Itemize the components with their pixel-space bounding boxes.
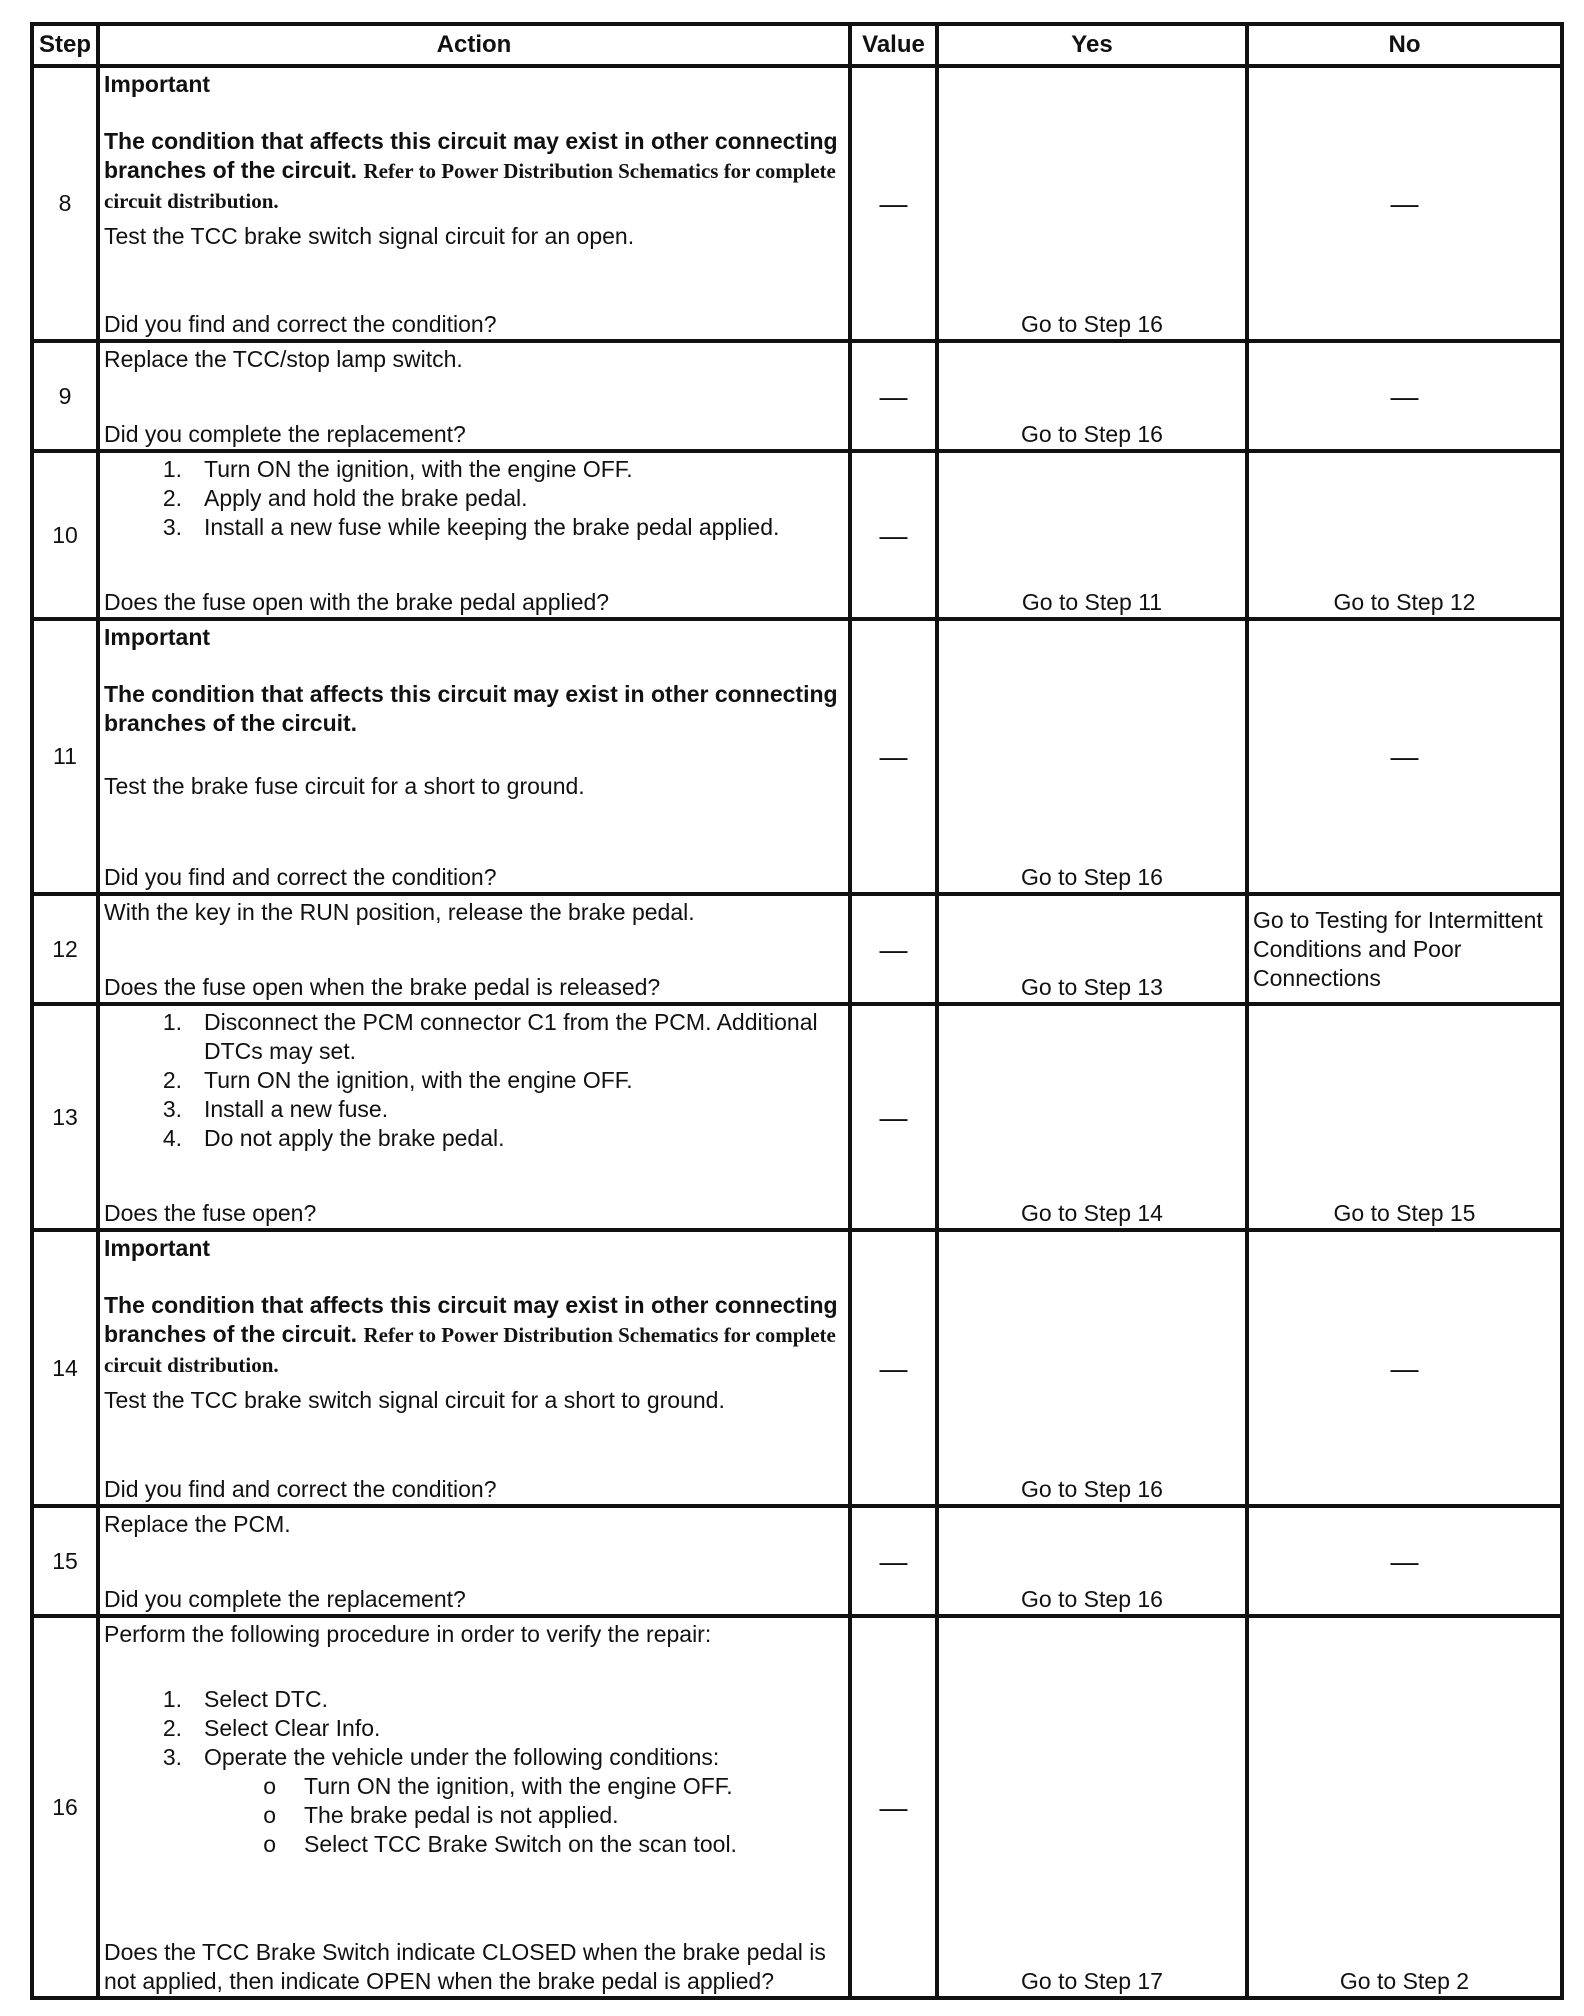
yes-cell: Go to Step 16 bbox=[937, 341, 1247, 451]
step-number: 15 bbox=[32, 1506, 98, 1616]
action-text: Replace the TCC/stop lamp switch. bbox=[104, 346, 463, 372]
header-value: Value bbox=[850, 24, 937, 66]
yes-cell: Go to Step 16 bbox=[937, 1230, 1247, 1506]
no-cell: — bbox=[1247, 1230, 1562, 1506]
list-item: 4. Do not apply the brake pedal. bbox=[162, 1125, 505, 1151]
refer-text: Refer to Power Distribution Schematics for complete circuit distribution. bbox=[104, 1323, 836, 1377]
header-no: No bbox=[1247, 24, 1562, 66]
question-text: Does the TCC Brake Switch indicate CLOSED when the brake pedal is not applied, then indicate OPEN when the brake pedal is applied? bbox=[104, 1939, 826, 1994]
sub-list-item: o Turn ON the ignition, with the engine OFF. bbox=[263, 1773, 733, 1799]
list-item: 1. Disconnect the PCM connector C1 from the PCM. Additional DTCs may set. bbox=[162, 1009, 818, 1064]
value-cell: — bbox=[850, 894, 937, 1004]
yes-cell: Go to Step 11 bbox=[937, 451, 1247, 619]
question-text: Does the fuse open? bbox=[104, 1200, 317, 1226]
yes-cell: Go to Step 17 bbox=[937, 1616, 1247, 1998]
numbered-list bbox=[104, 455, 844, 542]
question-text: Did you complete the replacement? bbox=[104, 421, 466, 447]
sub-list-item: o Select TCC Brake Switch on the scan tool. bbox=[263, 1831, 737, 1857]
important-text: The condition that affects this circuit may exist in other connecting branches of the circuit. bbox=[104, 1292, 838, 1347]
step-number: 11 bbox=[32, 619, 98, 894]
question-text: Did you find and correct the condition? bbox=[104, 864, 497, 890]
action-cell bbox=[98, 341, 850, 451]
header-action: Action bbox=[98, 24, 850, 66]
action-cell bbox=[98, 451, 850, 619]
table-row-step-14 bbox=[32, 1230, 1562, 1506]
no-cell: Go to Step 15 bbox=[1247, 1004, 1562, 1230]
action-cell bbox=[98, 619, 850, 894]
list-item: 2. Select Clear Info. bbox=[162, 1715, 381, 1741]
yes-cell: Go to Step 16 bbox=[937, 619, 1247, 894]
action-cell bbox=[98, 1616, 850, 1998]
yes-cell: Go to Step 16 bbox=[937, 66, 1247, 341]
yes-cell: Go to Step 16 bbox=[937, 1506, 1247, 1616]
important-label: Important bbox=[104, 71, 211, 97]
value-cell: — bbox=[850, 341, 937, 451]
question-text: Did you find and correct the condition? bbox=[104, 311, 497, 337]
value-cell: — bbox=[850, 1616, 937, 1998]
step-number: 8 bbox=[32, 66, 98, 341]
list-item: 3. Operate the vehicle under the following conditions: bbox=[162, 1744, 720, 1770]
step-number: 14 bbox=[32, 1230, 98, 1506]
value-cell: — bbox=[850, 1004, 937, 1230]
important-text: The condition that affects this circuit may exist in other connecting branches of the circuit. bbox=[104, 128, 838, 183]
yes-cell: Go to Step 13 bbox=[937, 894, 1247, 1004]
list-item: 3. Install a new fuse. bbox=[162, 1096, 389, 1122]
action-text: Replace the PCM. bbox=[104, 1511, 291, 1537]
action-text: Test the TCC brake switch signal circuit for an open. bbox=[104, 223, 635, 249]
list-item: 1. Turn ON the ignition, with the engine OFF. bbox=[162, 456, 633, 482]
question-text: Did you complete the replacement? bbox=[104, 1586, 466, 1612]
list-item: 2. Apply and hold the brake pedal. bbox=[162, 485, 528, 511]
no-cell: Go to Step 2 bbox=[1247, 1616, 1562, 1998]
action-cell bbox=[98, 1506, 850, 1616]
header-row bbox=[32, 24, 1562, 66]
no-cell: — bbox=[1247, 341, 1562, 451]
no-cell: Go to Step 12 bbox=[1247, 451, 1562, 619]
header-step: Step bbox=[32, 24, 98, 66]
action-text: Test the TCC brake switch signal circuit for a short to ground. bbox=[104, 1387, 725, 1413]
table-row-step-9 bbox=[32, 341, 1562, 451]
action-text: Test the brake fuse circuit for a short to ground. bbox=[104, 773, 585, 799]
refer-text: Refer to Power Distribution Schematics for complete circuit distribution. bbox=[104, 159, 836, 213]
action-cell bbox=[98, 66, 850, 341]
important-label: Important bbox=[104, 624, 211, 650]
important-text: The condition that affects this circuit may exist in other connecting branches of the circuit. bbox=[104, 681, 838, 736]
list-item: 2. Turn ON the ignition, with the engine OFF. bbox=[162, 1067, 633, 1093]
value-cell: — bbox=[850, 619, 937, 894]
action-text: With the key in the RUN position, release the brake pedal. bbox=[104, 899, 695, 925]
table-row-step-15 bbox=[32, 1506, 1562, 1616]
step-number: 9 bbox=[32, 341, 98, 451]
action-text: Perform the following procedure in order to verify the repair: bbox=[104, 1621, 712, 1647]
no-cell: — bbox=[1247, 66, 1562, 341]
list-item: 1. Select DTC. bbox=[162, 1686, 328, 1712]
table-row-step-12 bbox=[32, 894, 1562, 1004]
table-row-step-16 bbox=[32, 1616, 1562, 1998]
diagnostic-table bbox=[30, 22, 1564, 2000]
yes-cell: Go to Step 14 bbox=[937, 1004, 1247, 1230]
list-item: 3. Install a new fuse while keeping the brake pedal applied. bbox=[162, 514, 780, 540]
step-number: 10 bbox=[32, 451, 98, 619]
value-cell: — bbox=[850, 1230, 937, 1506]
action-cell bbox=[98, 1230, 850, 1506]
question-text: Does the fuse open when the brake pedal is released? bbox=[104, 974, 661, 1000]
sub-list-item: o The brake pedal is not applied. bbox=[263, 1802, 619, 1828]
important-label: Important bbox=[104, 1235, 211, 1261]
numbered-list bbox=[104, 1685, 844, 1772]
value-cell: — bbox=[850, 1506, 937, 1616]
table-row-step-11 bbox=[32, 619, 1562, 894]
header-yes: Yes bbox=[937, 24, 1247, 66]
numbered-list bbox=[104, 1008, 844, 1153]
table-row-step-10 bbox=[32, 451, 1562, 619]
no-cell: — bbox=[1247, 1506, 1562, 1616]
table-row-step-13 bbox=[32, 1004, 1562, 1230]
question-text: Does the fuse open with the brake pedal applied? bbox=[104, 589, 610, 615]
step-number: 12 bbox=[32, 894, 98, 1004]
no-cell: — bbox=[1247, 619, 1562, 894]
value-cell: — bbox=[850, 66, 937, 341]
no-cell: Go to Testing for Intermittent Conditions and Poor Connections bbox=[1247, 894, 1562, 1004]
sub-list bbox=[104, 1772, 844, 1859]
step-number: 13 bbox=[32, 1004, 98, 1230]
value-cell: — bbox=[850, 451, 937, 619]
step-number: 16 bbox=[32, 1616, 98, 1998]
question-text: Did you find and correct the condition? bbox=[104, 1476, 497, 1502]
action-cell bbox=[98, 894, 850, 1004]
table-row-step-8 bbox=[32, 66, 1562, 341]
action-cell bbox=[98, 1004, 850, 1230]
